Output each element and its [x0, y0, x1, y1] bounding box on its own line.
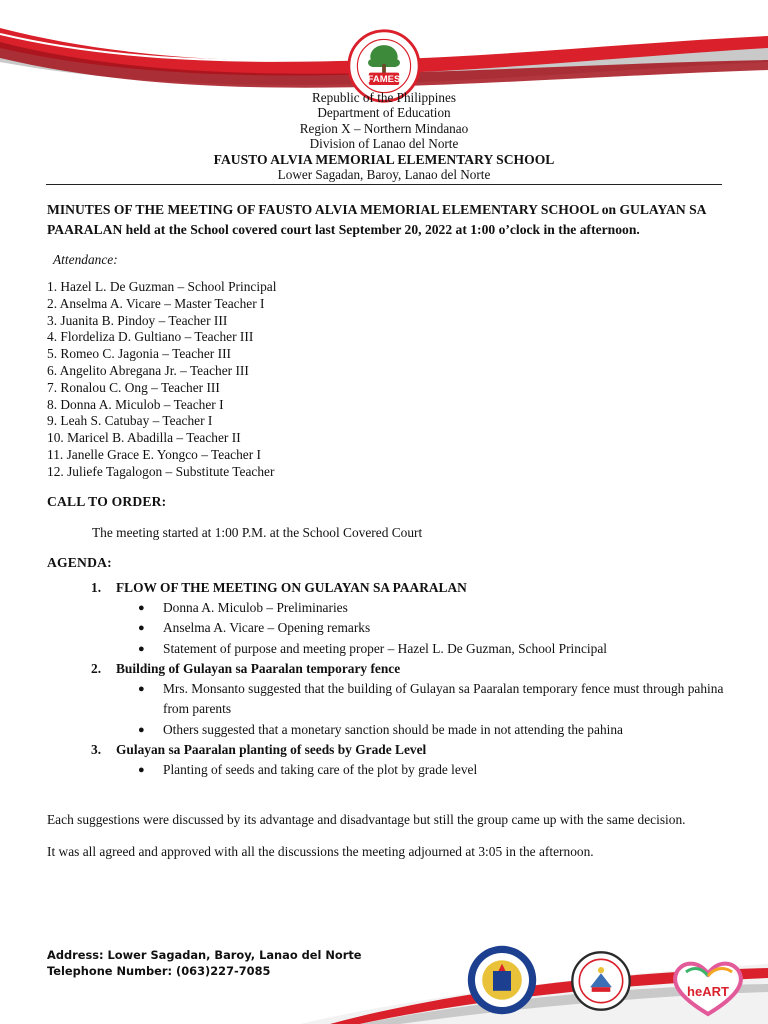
footer-address: Address: Lower Sagadan, Baroy, Lanao del Norte — [47, 948, 362, 962]
document-title: MINUTES OF THE MEETING OF FAUSTO ALVIA MEMORIAL ELEMENTARY SCHOOL on GULAYAN SA PAARALAN held at the School covered court last September 20, 2022 at 1:00 o’clock in the afternoon. — [47, 202, 706, 237]
header-school-name: FAUSTO ALVIA MEMORIAL ELEMENTARY SCHOOL — [213, 151, 555, 167]
header-divider — [46, 184, 722, 185]
logo-text: FAMES — [367, 74, 401, 86]
bullet-icon: ● — [138, 622, 145, 635]
agenda-item-title: Gulayan sa Paaralan planting of seeds by Grade Level — [116, 742, 427, 758]
header-line-department: Department of Education — [317, 105, 451, 121]
attendee-item: 9. Leah S. Catubay – Teacher I — [47, 413, 213, 429]
attendee-item: 6. Angelito Abregana Jr. – Teacher III — [47, 362, 249, 378]
footer-phone: Telephone Number: (063)227-7085 — [47, 964, 271, 978]
agenda-item-number: 3. — [91, 742, 102, 758]
deped-seal-icon — [466, 944, 538, 1016]
agenda-bullets — [91, 598, 727, 659]
document-body — [47, 200, 727, 862]
attendee-item: 7. Ronalou C. Ong – Teacher III — [47, 379, 220, 395]
bullet-text: Mrs. Monsanto suggested that the building of Gulayan sa Paaralan temporary fence must through pahina from parents — [163, 681, 724, 717]
call-to-order-heading: CALL TO ORDER: — [47, 493, 167, 509]
agenda-bullets — [91, 679, 727, 740]
letterhead — [0, 90, 768, 182]
agenda-item — [91, 740, 727, 780]
attendee-item: 4. Flordeliza D. Gultiano – Teacher III — [47, 329, 254, 345]
bullet-text: Statement of purpose and meeting proper – Hazel L. De Guzman, School Principal — [163, 640, 607, 656]
division-seal-icon — [570, 950, 632, 1012]
attendee-item: 10. Maricel B. Abadilla – Teacher II — [47, 430, 241, 446]
agenda-item-number: 1. — [91, 579, 102, 595]
bullet-item — [138, 679, 727, 719]
attendee-item: 5. Romeo C. Jagonia – Teacher III — [47, 346, 231, 362]
header-school-address: Lower Sagadan, Baroy, Lanao del Norte — [277, 167, 491, 183]
bullet-icon: ● — [138, 723, 145, 736]
bullet-text: Donna A. Miculob – Preliminaries — [163, 599, 348, 615]
adjournment-paragraph: It was all agreed and approved with all the discussions the meeting adjourned at 3:05 in the afternoon. — [47, 844, 594, 860]
closing-paragraph: Each suggestions were discussed by its advantage and disadvantage but still the group came up with the same decision. — [47, 812, 686, 828]
attendee-item: 2. Anselma A. Vicare – Master Teacher I — [47, 295, 265, 311]
bullet-item — [138, 639, 727, 659]
bullet-text: Others suggested that a monetary sanction should be made in not attending the pahina — [163, 721, 624, 737]
attendee-item: 3. Juanita B. Pindoy – Teacher III — [47, 312, 228, 328]
heart-logo-icon — [668, 958, 748, 1018]
attendee-item: 11. Janelle Grace E. Yongco – Teacher I — [47, 446, 261, 462]
attendee-item: 8. Donna A. Miculob – Teacher I — [47, 396, 224, 412]
agenda-heading: AGENDA: — [47, 554, 112, 570]
agenda-item-title: FLOW OF THE MEETING ON GULAYAN SA PAARALAN — [116, 579, 467, 595]
agenda-list — [47, 578, 727, 781]
bullet-item — [138, 618, 727, 638]
bullet-item — [138, 598, 727, 618]
agenda-item — [91, 659, 727, 740]
attendance-label: Attendance: — [53, 252, 118, 267]
agenda-bullets — [91, 760, 727, 780]
footer-contact — [47, 947, 362, 979]
agenda-item-title: Building of Gulayan sa Paaralan temporary fence — [116, 661, 401, 677]
header-line-division: Division of Lanao del Norte — [309, 136, 459, 152]
attendance-list — [47, 279, 727, 481]
agenda-item — [91, 578, 727, 659]
agenda-item-number: 2. — [91, 661, 102, 677]
bullet-item — [138, 760, 727, 780]
bullet-text: Anselma A. Vicare – Opening remarks — [163, 620, 371, 636]
bullet-text: Planting of seeds and taking care of the plot by grade level — [163, 762, 478, 778]
heart-logo-text: heART — [687, 984, 729, 999]
header-line-republic: Republic of the Philippines — [312, 90, 456, 105]
bullet-icon: ● — [138, 601, 145, 614]
bullet-icon: ● — [138, 642, 145, 655]
call-to-order-text: The meeting started at 1:00 P.M. at the School Covered Court — [92, 524, 423, 540]
attendee-item: 12. Juliefe Tagalogon – Substitute Teacher — [47, 463, 275, 479]
attendee-item: 1. Hazel L. De Guzman – School Principal — [47, 279, 277, 294]
bullet-item — [138, 720, 727, 740]
bullet-icon: ● — [138, 764, 145, 777]
header-line-region: Region X – Northern Mindanao — [299, 120, 469, 136]
bullet-icon: ● — [138, 683, 145, 696]
